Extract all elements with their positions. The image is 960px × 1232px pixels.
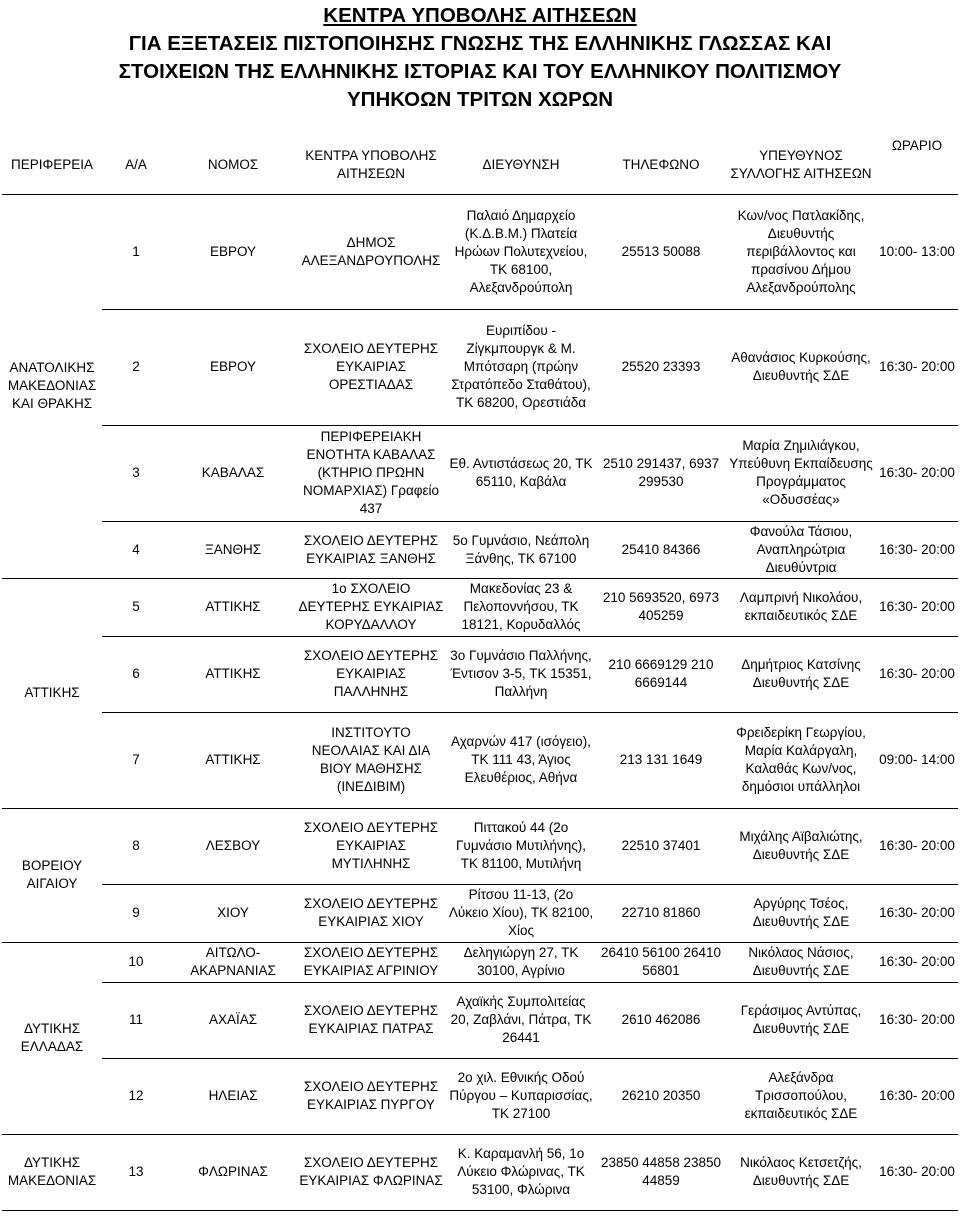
row-num: 1 xyxy=(102,194,170,309)
row-phone: 25410 84366 xyxy=(596,521,726,578)
row-responsible: Μαρία Ζημιλιάγκου, Υπεύθυνη Εκπαίδευσης Προγράμματος «Οδυσσέας» xyxy=(726,425,876,521)
region-cell: ΑΝΑΤΟΛΙΚΗΣ ΜΑΚΕΔΟΝΙΑΣ ΚΑΙ ΘΡΑΚΗΣ xyxy=(2,194,102,578)
table-row xyxy=(2,942,958,982)
row-center: ΣΧΟΛΕΙΟ ΔΕΥΤΕΡΗΣ ΕΥΚΑΙΡΙΑΣ ΑΓΡΙΝΙΟΥ xyxy=(296,942,446,982)
row-hours: 16:30- 20:00 xyxy=(876,942,958,982)
row-nomos: ΑΤΤΙΚΗΣ xyxy=(170,578,296,636)
row-num: 10 xyxy=(102,942,170,982)
centers-table xyxy=(2,136,958,1211)
row-address: 3ο Γυμνάσιο Παλλήνης, Έντισον 3-5, ΤΚ 15351, Παλλήνη xyxy=(446,636,596,712)
row-nomos: ΑΤΤΙΚΗΣ xyxy=(170,636,296,712)
header-address: ΔΙΕΥΘΥΝΣΗ xyxy=(446,136,596,194)
row-responsible: Αθανάσιος Κυρκούσης, Διευθυντής ΣΔΕ xyxy=(726,309,876,425)
row-phone: 2610 462086 xyxy=(596,982,726,1058)
title-line-3: ΣΤΟΙΧΕΙΩΝ ΤΗΣ ΕΛΛΗΝΙΚΗΣ ΙΣΤΟΡΙΑΣ ΚΑΙ ΤΟΥ ΕΛΛΗΝΙΚΟΥ ΠΟΛΙΤΙΣΜΟΥ xyxy=(118,60,842,83)
row-phone: 25520 23393 xyxy=(596,309,726,425)
row-phone: 210 6669129 210 6669144 xyxy=(596,636,726,712)
header-phone: ΤΗΛΕΦΩΝΟ xyxy=(596,136,726,194)
row-phone: 213 131 1649 xyxy=(596,712,726,808)
row-nomos: ΛΕΣΒΟΥ xyxy=(170,808,296,884)
row-center: ΣΧΟΛΕΙΟ ΔΕΥΤΕΡΗΣ ΕΥΚΑΙΡΙΑΣ ΦΛΩΡΙΝΑΣ xyxy=(296,1134,446,1210)
row-num: 5 xyxy=(102,578,170,636)
row-hours: 09:00- 14:00 xyxy=(876,712,958,808)
row-center: ΣΧΟΛΕΙΟ ΔΕΥΤΕΡΗΣ ΕΥΚΑΙΡΙΑΣ ΠΥΡΓΟΥ xyxy=(296,1058,446,1134)
title-line-4: ΥΠΗΚΟΩΝ ΤΡΙΤΩΝ ΧΩΡΩΝ xyxy=(346,88,614,111)
row-responsible: Αλεξάνδρα Τρισσοπούλου, εκπαιδευτικός ΣΔΕ xyxy=(726,1058,876,1134)
row-address: 5ο Γυμνάσιο, Νεάπολη Ξάνθης, ΤΚ 67100 xyxy=(446,521,596,578)
row-phone: 2510 291437, 6937 299530 xyxy=(596,425,726,521)
region-cell: ΒΟΡΕΙΟΥ ΑΙΓΑΙΟΥ xyxy=(2,808,102,942)
header-row xyxy=(2,136,958,194)
row-phone: 25513 50088 xyxy=(596,194,726,309)
row-address: Κ. Καραμανλή 56, 1ο Λύκειο Φλώρινας, ΤΚ 53100, Φλώρινα xyxy=(446,1134,596,1210)
row-hours: 16:30- 20:00 xyxy=(876,425,958,521)
row-center: ΣΧΟΛΕΙΟ ΔΕΥΤΕΡΗΣ ΕΥΚΑΙΡΙΑΣ ΠΑΤΡΑΣ xyxy=(296,982,446,1058)
region-cell: ΔΥΤΙΚΗΣ ΕΛΛΑΔΑΣ xyxy=(2,942,102,1134)
row-phone: 23850 44858 23850 44859 xyxy=(596,1134,726,1210)
row-center: ΙΝΣΤΙΤΟΥΤΟ ΝΕΟΛΑΙΑΣ ΚΑΙ ΔΙΑ ΒΙΟΥ ΜΑΘΗΣΗΣ (ΙΝΕΔΙΒΙΜ) xyxy=(296,712,446,808)
row-responsible: Φρειδερίκη Γεωργίου, Μαρία Καλάργαλη, Καλαθάς Κων/νος, δημόσιοι υπάλληλοι xyxy=(726,712,876,808)
row-nomos: ΕΒΡΟΥ xyxy=(170,194,296,309)
row-center: ΠΕΡΙΦΕΡΕΙΑΚΗ ΕΝΟΤΗΤΑ ΚΑΒΑΛΑΣ (ΚΤΗΡΙΟ ΠΡΩΗΝ ΝΟΜΑΡΧΙΑΣ) Γραφείο 437 xyxy=(296,425,446,521)
row-center: ΣΧΟΛΕΙΟ ΔΕΥΤΕΡΗΣ ΕΥΚΑΙΡΙΑΣ ΟΡΕΣΤΙΑΔΑΣ xyxy=(296,309,446,425)
row-nomos: ΑΧΑΪΑΣ xyxy=(170,982,296,1058)
row-num: 3 xyxy=(102,425,170,521)
header-hours: ΩΡΑΡΙΟ xyxy=(876,136,958,194)
row-num: 7 xyxy=(102,712,170,808)
row-phone: 22510 37401 xyxy=(596,808,726,884)
row-num: 11 xyxy=(102,982,170,1058)
table-row xyxy=(2,521,958,578)
row-address: 2ο χιλ. Εθνικής Οδού Πύργου – Κυπαρισσίας, ΤΚ 27100 xyxy=(446,1058,596,1134)
table-row xyxy=(2,1134,958,1210)
table-row xyxy=(2,1058,958,1134)
title-line-2: ΓΙΑ ΕΞΕΤΑΣΕΙΣ ΠΙΣΤΟΠΟΙΗΣΗΣ ΓΝΩΣΗΣ ΤΗΣ ΕΛΛΗΝΙΚΗΣ ΓΛΩΣΣΑΣ ΚΑΙ xyxy=(128,32,832,55)
row-responsible: Μιχάλης Αϊβαλιώτης, Διευθυντής ΣΔΕ xyxy=(726,808,876,884)
row-hours: 16:30- 20:00 xyxy=(876,1134,958,1210)
table-row xyxy=(2,808,958,884)
row-nomos: ΞΑΝΘΗΣ xyxy=(170,521,296,578)
row-num: 6 xyxy=(102,636,170,712)
row-responsible: Νικόλαος Κετσετζής, Διευθυντής ΣΔΕ xyxy=(726,1134,876,1210)
row-nomos: ΧΙΟΥ xyxy=(170,884,296,942)
row-hours: 16:30- 20:00 xyxy=(876,884,958,942)
row-nomos: ΚΑΒΑΛΑΣ xyxy=(170,425,296,521)
table-row xyxy=(2,982,958,1058)
row-address: Εθ. Αντιστάσεως 20, ΤΚ 65110, Καβάλα xyxy=(446,425,596,521)
row-hours: 16:30- 20:00 xyxy=(876,309,958,425)
row-responsible: Αργύρης Τσέος, Διευθυντής ΣΔΕ xyxy=(726,884,876,942)
row-nomos: ΑΤΤΙΚΗΣ xyxy=(170,712,296,808)
row-responsible: Φανούλα Τάσιου, Αναπληρώτρια Διευθύντρια xyxy=(726,521,876,578)
row-center: ΣΧΟΛΕΙΟ ΔΕΥΤΕΡΗΣ ΕΥΚΑΙΡΙΑΣ ΧΙΟΥ xyxy=(296,884,446,942)
document-title xyxy=(0,2,960,114)
row-hours: 16:30- 20:00 xyxy=(876,808,958,884)
row-center: ΣΧΟΛΕΙΟ ΔΕΥΤΕΡΗΣ ΕΥΚΑΙΡΙΑΣ ΜΥΤΙΛΗΝΗΣ xyxy=(296,808,446,884)
row-address: Ρίτσου 11-13, (2ο Λύκειο Χίου), ΤΚ 82100, Χίος xyxy=(446,884,596,942)
table-row xyxy=(2,712,958,808)
title-line-1: ΚΕΝΤΡΑ ΥΠΟΒΟΛΗΣ ΑΙΤΗΣΕΩΝ xyxy=(323,4,637,27)
row-address: Πιττακού 44 (2ο Γυμνάσιο Μυτιλήνης), ΤΚ 81100, Μυτιλήνη xyxy=(446,808,596,884)
row-num: 13 xyxy=(102,1134,170,1210)
row-address: Αχαρνών 417 (ισόγειο), ΤΚ 111 43, Άγιος Ελευθέριος, Αθήνα xyxy=(446,712,596,808)
table-row xyxy=(2,194,958,309)
row-responsible: Λαμπρινή Νικολάου, εκπαιδευτικός ΣΔΕ xyxy=(726,578,876,636)
table-row xyxy=(2,425,958,521)
table-row xyxy=(2,636,958,712)
row-hours: 16:30- 20:00 xyxy=(876,578,958,636)
row-center: ΣΧΟΛΕΙΟ ΔΕΥΤΕΡΗΣ ΕΥΚΑΙΡΙΑΣ ΞΑΝΘΗΣ xyxy=(296,521,446,578)
row-center: ΔΗΜΟΣ ΑΛΕΞΑΝΔΡΟΥΠΟΛΗΣ xyxy=(296,194,446,309)
header-region: ΠΕΡΙΦΕΡΕΙΑ xyxy=(2,136,102,194)
row-responsible: Κων/νος Πατλακίδης, Διευθυντής περιβάλλοντος και πρασίνου Δήμου Αλεξανδρούπολης xyxy=(726,194,876,309)
table-row xyxy=(2,884,958,942)
row-responsible: Γεράσιμος Αντύπας, Διευθυντής ΣΔΕ xyxy=(726,982,876,1058)
region-cell: ΔΥΤΙΚΗΣ ΜΑΚΕΔΟΝΙΑΣ xyxy=(2,1134,102,1210)
header-responsible: ΥΠΕΥΘΥΝΟΣ ΣΥΛΛΟΓΗΣ ΑΙΤΗΣΕΩΝ xyxy=(726,136,876,194)
row-nomos: ΕΒΡΟΥ xyxy=(170,309,296,425)
row-responsible: Νικόλαος Νάσιος, Διευθυντής ΣΔΕ xyxy=(726,942,876,982)
row-center: ΣΧΟΛΕΙΟ ΔΕΥΤΕΡΗΣ ΕΥΚΑΙΡΙΑΣ ΠΑΛΛΗΝΗΣ xyxy=(296,636,446,712)
row-phone: 22710 81860 xyxy=(596,884,726,942)
row-address: Ευριπίδου - Ζίγκμπουργκ & Μ. Μπότσαρη (πρώην Στρατόπεδο Σταθάτου), ΤΚ 68200, Ορεστιάδα xyxy=(446,309,596,425)
row-hours: 16:30- 20:00 xyxy=(876,982,958,1058)
table-row xyxy=(2,578,958,636)
row-address: Μακεδονίας 23 & Πελοποννήσου, ΤΚ 18121, Κορυδαλλός xyxy=(446,578,596,636)
row-phone: 26410 56100 26410 56801 xyxy=(596,942,726,982)
row-center: 1ο ΣΧΟΛΕΙΟ ΔΕΥΤΕΡΗΣ ΕΥΚΑΙΡΙΑΣ ΚΟΡΥΔΑΛΛΟΥ xyxy=(296,578,446,636)
row-num: 8 xyxy=(102,808,170,884)
row-phone: 210 5693520, 6973 405259 xyxy=(596,578,726,636)
row-nomos: ΦΛΩΡΙΝΑΣ xyxy=(170,1134,296,1210)
row-address: Αχαϊκής Συμπολιτείας 20, Ζαβλάνι, Πάτρα, ΤΚ 26441 xyxy=(446,982,596,1058)
region-cell: ΑΤΤΙΚΗΣ xyxy=(2,578,102,808)
row-hours: 10:00- 13:00 xyxy=(876,194,958,309)
row-hours: 16:30- 20:00 xyxy=(876,521,958,578)
row-num: 9 xyxy=(102,884,170,942)
row-address: Δεληγιώργη 27, ΤΚ 30100, Αγρίνιο xyxy=(446,942,596,982)
row-phone: 26210 20350 xyxy=(596,1058,726,1134)
row-hours: 16:30- 20:00 xyxy=(876,636,958,712)
table-row xyxy=(2,309,958,425)
row-num: 12 xyxy=(102,1058,170,1134)
row-hours: 16:30- 20:00 xyxy=(876,1058,958,1134)
header-num: Α/Α xyxy=(102,136,170,194)
row-num: 2 xyxy=(102,309,170,425)
row-address: Παλαιό Δημαρχείο (Κ.Δ.Β.Μ.) Πλατεία Ηρώων Πολυτεχνείου, ΤΚ 68100, Αλεξανδρούπολη xyxy=(446,194,596,309)
row-responsible: Δημήτριος Κατσίνης Διευθυντής ΣΔΕ xyxy=(726,636,876,712)
row-num: 4 xyxy=(102,521,170,578)
row-nomos: ΑΙΤΩΛΟ- ΑΚΑΡΝΑΝΙΑΣ xyxy=(170,942,296,982)
header-center: ΚΕΝΤΡΑ ΥΠΟΒΟΛΗΣ ΑΙΤΗΣΕΩΝ xyxy=(296,136,446,194)
row-nomos: ΗΛΕΙΑΣ xyxy=(170,1058,296,1134)
header-nomos: ΝΟΜΟΣ xyxy=(170,136,296,194)
